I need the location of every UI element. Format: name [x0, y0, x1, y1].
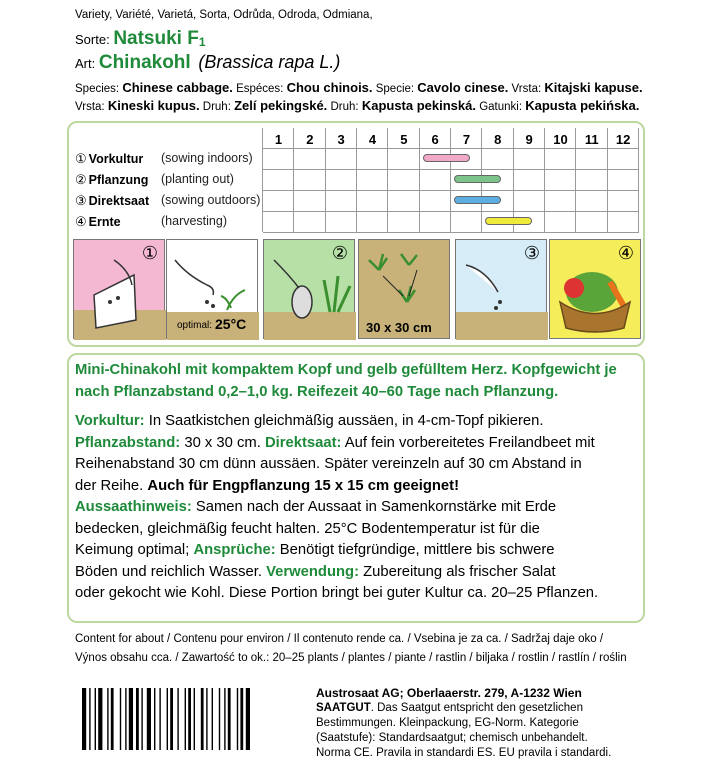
- month-number: 10: [553, 132, 568, 147]
- desc-line-4: Reihenabstand 30 cm dünn aussäen. Später vereinzeln auf 30 cm Abstand in: [75, 456, 582, 472]
- desc-line-9-text: Böden und reichlich Wasser.: [75, 563, 267, 580]
- barcode-bar: [228, 688, 231, 750]
- row-label-en: (planting out): [161, 172, 234, 186]
- spacing-value: 30 x 30 cm: [366, 320, 432, 335]
- month-number: 3: [337, 132, 345, 147]
- row-label: Pflanzung: [88, 173, 149, 187]
- calendar-row-line: [263, 232, 639, 233]
- month-number: 9: [525, 132, 533, 147]
- row-number: ①: [75, 151, 87, 166]
- barcode-bar: [120, 688, 121, 750]
- barcode-bar: [194, 688, 195, 750]
- footer-line-3: Bestimmungen. Kleinpackung, EG-Norm. Kategorie: [316, 717, 579, 729]
- species-value-fr: Chou chinois.: [286, 80, 373, 95]
- step-1-number: ①: [141, 243, 158, 263]
- art-label: Art:: [75, 56, 96, 71]
- variety-row: [75, 28, 206, 50]
- species-value-sk: Kapusta pekinská.: [361, 98, 476, 113]
- direktsaat-text: Auf fein vorbereitetes Freilandbeet mit: [341, 434, 595, 451]
- pflanzabstand-label: Pflanzabstand:: [75, 434, 181, 451]
- row-number: ④: [75, 214, 87, 229]
- aussaat-line: [75, 497, 645, 519]
- row-number: ③: [75, 193, 87, 208]
- temperature-value: 25°C: [215, 316, 247, 332]
- calendar-row-line: [263, 190, 639, 191]
- barcode: [82, 688, 298, 750]
- variety-f1-sub: 1: [198, 35, 206, 49]
- barcode-bar: [201, 688, 204, 750]
- barcode-bar: [136, 688, 139, 750]
- barcode-bar: [147, 688, 151, 750]
- calendar-row-line: [263, 169, 639, 170]
- barcode-bar: [125, 688, 126, 750]
- footer-line-2: [316, 701, 616, 716]
- barcode-bar: [170, 688, 173, 750]
- species-label-it: Specie:: [375, 83, 415, 95]
- barcode-bar: [95, 688, 96, 750]
- pictogram-harvesting: [549, 239, 641, 339]
- row-label-en: (harvesting): [161, 214, 227, 228]
- species-value-en: Chinese cabbage.: [122, 80, 233, 95]
- species-value-sl: Kitajski kapuse.: [544, 80, 643, 95]
- desc-line-8-text: Keimung optimal;: [75, 542, 194, 558]
- calendar-row-label: [75, 193, 261, 209]
- month-number: 12: [615, 132, 631, 147]
- calendar-bar: [485, 217, 532, 225]
- temperature-label: optimal:: [177, 320, 213, 331]
- variety-name: Natsuki F: [113, 28, 199, 49]
- species-value-cz: Zelí pekingské.: [234, 98, 328, 113]
- calendar-row-label: [75, 214, 227, 230]
- species-label-en: Species:: [75, 83, 120, 95]
- direktsaat-label: Direktsaat:: [264, 434, 342, 451]
- barcode-bar: [224, 688, 225, 750]
- barcode-bar: [111, 688, 114, 750]
- pictogram-sowing-outdoors: [455, 239, 547, 339]
- row-label: Direktsaat: [88, 194, 150, 208]
- footer-line-4: (Saatstufe): Standardsaatgut; chemisch unbehandelt.: [316, 732, 588, 744]
- month-number: 6: [431, 132, 439, 147]
- lead-line-2: nach Pflanzabstand 0,2–1,0 kg. Reifezeit 40–60 Tage nach Pflanzung.: [75, 383, 559, 400]
- desc-line-8: [75, 540, 645, 562]
- pflanzabstand-text: 30 x 30 cm.: [180, 434, 265, 451]
- desc-line-9: [75, 562, 645, 584]
- step-2-number: ②: [331, 243, 348, 263]
- saatgut-label: SAATGUT: [316, 702, 371, 714]
- month-number: 7: [462, 132, 471, 147]
- desc-line-5: [75, 476, 645, 498]
- species-label-sk: Druh:: [330, 101, 359, 113]
- ansprueche-text: Benötigt tiefgründige, mittlere bis schwere: [275, 542, 555, 558]
- calendar-grid: [262, 128, 638, 232]
- pictogram-sowing-indoors: [73, 239, 165, 339]
- barcode-bar: [89, 688, 90, 750]
- row-number: ②: [75, 172, 87, 187]
- month-number: 1: [274, 132, 283, 147]
- vorkultur-line: [75, 411, 645, 433]
- species-value-pl: Kapusta pekińska.: [525, 98, 640, 113]
- step-3-number: ③: [523, 243, 540, 263]
- step-4-number: ④: [617, 243, 634, 263]
- description-text: [75, 360, 645, 605]
- row-label-en: (sowing outdoors): [161, 193, 261, 207]
- species-name: Chinakohl: [98, 52, 191, 73]
- footer-line-5: Norma CE. Pravila in standardi ES. EU pravila i standardi.: [316, 747, 612, 759]
- barcode-bar: [167, 688, 168, 750]
- content-translations-2: Výnos obsahu cca. / Zawartość to ok.: 20–25 plants / plantes / piante / rastlin / biljaka / rostlin / rastlín / roślin: [75, 652, 627, 664]
- species-label-hr: Vrsta:: [75, 101, 105, 113]
- pictogram-spacing: [358, 239, 450, 339]
- species-label-pl: Gatunki:: [479, 101, 523, 113]
- barcode-bar: [129, 688, 133, 750]
- barcode-bar: [188, 688, 191, 750]
- calendar-row-label: [75, 151, 253, 167]
- month-number: 2: [306, 132, 314, 147]
- month-number: 5: [400, 132, 408, 147]
- content-translations-1: Content for about / Contenu pour environ / Il contenuto rende ca. / Vsebina je za ca. / Sadržaj daje oko /: [75, 633, 604, 645]
- barcode-bar: [212, 688, 213, 750]
- barcode-bar: [159, 688, 160, 750]
- species-translations-1: [75, 80, 643, 95]
- barcode-bar: [141, 688, 142, 750]
- desc-line-5-text: der Reihe.: [75, 477, 148, 494]
- lead-line-1: Mini-Chinakohl mit kompaktem Kopf und gelb gefülltem Herz. Kopfgewicht je: [75, 362, 617, 378]
- barcode-bar: [219, 688, 220, 750]
- desc-line-5-bold: Auch für Engpflanzung 15 x 15 cm geeignet!: [147, 477, 459, 494]
- barcode-bar: [240, 688, 243, 750]
- barcode-bar: [206, 688, 207, 750]
- company-address: Austrosaat AG; Oberlaaerstr. 279, A-1232 Wien: [316, 686, 582, 700]
- calendar-bar: [454, 175, 501, 183]
- species-row: [75, 52, 340, 74]
- species-label-fr: Espéces:: [236, 83, 284, 95]
- month-number: 4: [368, 132, 377, 147]
- barcode-bar: [82, 688, 86, 750]
- pictogram-germination: [166, 239, 258, 339]
- species-value-hr: Kineski kupus.: [107, 98, 200, 113]
- vorkultur-label: Vorkultur:: [75, 413, 145, 429]
- ansprueche-label: Ansprüche:: [193, 542, 276, 558]
- species-label-sl: Vrsta:: [511, 83, 542, 95]
- calendar-bar: [454, 196, 501, 204]
- verwendung-text: Zubereitung als frischer Salat: [359, 563, 556, 580]
- species-value-it: Cavolo cinese.: [417, 80, 509, 95]
- desc-line-7: bedecken, gleichmäßig feucht halten. 25°C Bodentemperatur ist für die: [75, 520, 540, 537]
- aussaat-text: Samen nach der Aussaat in Samenkornstärke mit Erde: [191, 499, 557, 515]
- row-label-en: (sowing indoors): [161, 151, 253, 165]
- aussaat-label: Aussaathinweis:: [75, 499, 192, 515]
- footer-legal: [316, 686, 616, 761]
- barcode-bar: [246, 688, 250, 750]
- calendar-row-label: [75, 172, 234, 188]
- pictogram-planting-out: [263, 239, 355, 339]
- barcode-bar: [154, 688, 155, 750]
- desc-line-10: oder gekocht wie Kohl. Diese Portion bringt bei guter Kultur ca. 20–25 Pflanzen.: [75, 585, 599, 601]
- species-translations-2: [75, 98, 639, 113]
- latin-name: (Brassica rapa L.): [198, 52, 341, 72]
- sorte-label: Sorte:: [75, 32, 110, 47]
- row-label: Vorkultur: [88, 152, 144, 166]
- month-number: 8: [494, 132, 502, 147]
- pflanzabstand-line: [75, 433, 645, 455]
- verwendung-label: Verwendung:: [266, 563, 359, 580]
- saatgut-text: . Das Saatgut entspricht den gesetzlichen: [370, 702, 583, 714]
- barcode-bar: [237, 688, 238, 750]
- calendar-bar: [423, 154, 470, 162]
- calendar-row-line: [263, 148, 639, 149]
- barcode-bar: [107, 688, 108, 750]
- variety-translations: Variety, Variété, Varietá, Sorta, Odrůda, Odroda, Odmiana,: [75, 9, 373, 21]
- species-label-cz: Druh:: [202, 101, 231, 113]
- barcode-bar: [185, 688, 186, 750]
- row-label: Ernte: [88, 215, 121, 229]
- barcode-bar: [177, 688, 178, 750]
- barcode-bar: [98, 688, 102, 750]
- vorkultur-text: In Saatkistchen gleichmäßig aussäen, in 4-cm-Topf pikieren.: [144, 413, 544, 429]
- month-number: 11: [584, 132, 599, 147]
- calendar-row-line: [263, 211, 639, 212]
